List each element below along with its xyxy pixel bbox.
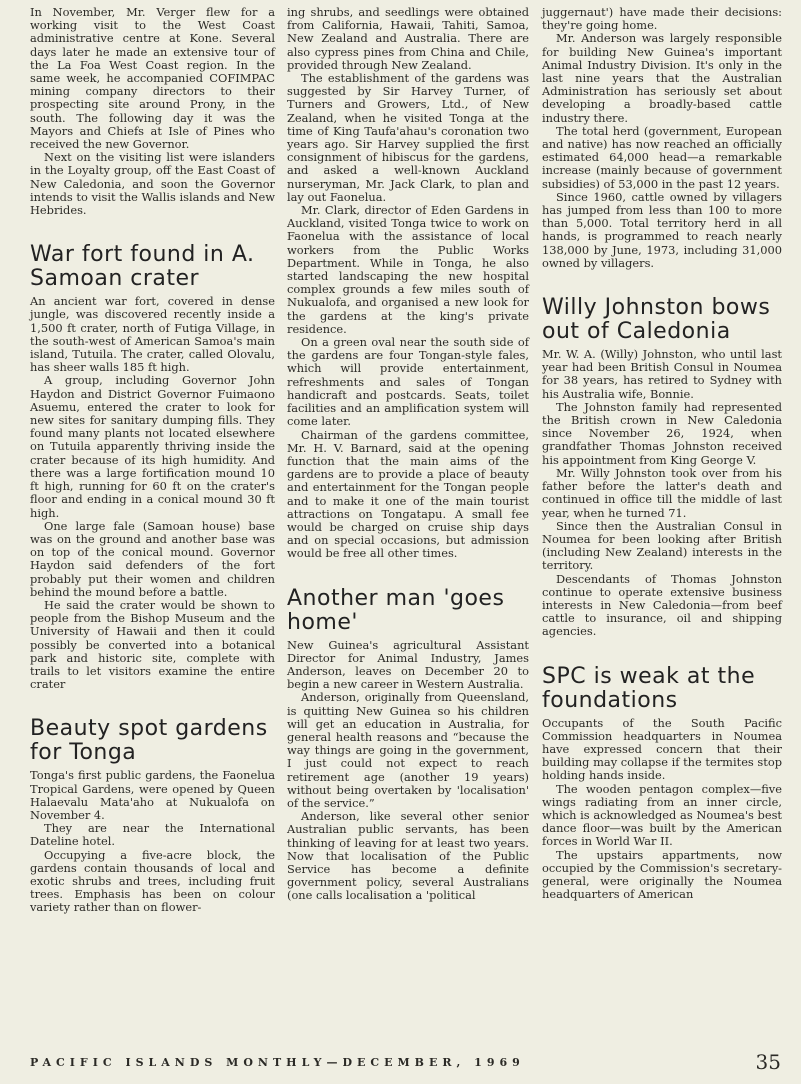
article-paragraph: ing shrubs, and seedlings were obtained from California, Hawaii, Tahiti, Samoa, New Zealand and Australia. There are also cypress pines from China and Chile, provided through New Zealand. [287,5,529,72]
article-paragraph: Mr. W. A. (Willy) Johnston, who until last year had been British Consul in Noumea for 38 years, has retired to Sydney with his Australia wife, Bonnie. [542,347,782,401]
article-paragraph: Since then the Australian Consul in Noumea for been looking after British (including New Zealand) interests in the territory. [542,518,782,573]
article-headline: Willy Johnston bows out of Caledonia [542,295,771,345]
article-paragraph: The upstairs appartments, now occupied by the Commission's secretary-general, were originally the Noumea headquarters of American [542,847,782,902]
intro-paragraph: In November, Mr. Verger flew for a working visit to the West Coast administrative centre at Kone. Several days later he made an extensive tour of the La Foa West Coast region. In the same week, he accompanied COFIMPAC mining company directors to their prospecting site around Prony, in the south. The following day it was the Mayors and Chiefs at Isle of Pines who received the new Governor. [30,5,275,152]
article-paragraph: Tonga's first public gardens, the Faonelua Tropical Gardens, were opened by Queen Halaevalu Mata'aho at Nukualofa on November 4. [30,768,275,822]
article-paragraph: A group, including Governor John Haydon and District Governor Fuimaono Asuemu, entered the crater to look for new sites for sanitary dumping fills. They found many plants not located elsewhere on Tutuila apparently thriving inside the crater because of its high humidity. And there was a large fortification mound 10 ft high, running for 60 ft on the crater's floor and ending in a conical mound 30 ft high. [30,373,275,520]
article-paragraph: New Guinea's agricultural Assistant Director for Animal Industry, James Anderson, leaves on December 20 to begin a new career in Western Australia. [287,637,529,692]
article-paragraph: juggernaut') have made their decisions: they're going home. [542,5,782,33]
article-paragraph: Mr. Anderson was largely responsible for building New Guinea's important Animal Industry Division. It's only in the last nine years that the Australian Administration has seriously set about developing a broadly-based cattle industry there. [542,31,782,125]
article-headline: War fort found in A. Samoan crater [30,242,255,292]
article-paragraph: Mr. Willy Johnston took over from his father before the latter's death and continued in office till the middle of last year, when he turned 71. [542,465,782,520]
article-headline: Beauty spot gardens for Tonga [30,716,268,766]
article-paragraph: Occupants of the South Pacific Commission headquarters in Noumea have expressed concern that their building may collapse if the termites stop holding hands inside. [542,715,782,783]
article-paragraph: Since 1960, cattle owned by villagers has jumped from less than 100 to more than 5,000. Total territory herd in all hands, is programmed to reach nearly 138,000 by June, 1973, including 31,000 owned by villagers. [542,189,782,270]
article-paragraph: Anderson, originally from Queensland, is quitting New Guinea so his children will get an education in Australia, for general health reasons and “because the way things are going in the government, I just could not expect to reach retirement age (another 19 years) without being overtaken by 'localisation' of the service.” [287,690,529,810]
running-footer: PACIFIC ISLANDS MONTHLY—DECEMBER, 1969 [30,1056,525,1069]
column-3 [542,6,782,901]
page-number: 35 [755,1050,781,1074]
column-2 [287,6,529,903]
article-paragraph: On a green oval near the south side of the gardens are four Tongan-style fales, which will provide entertainment, refreshments and sales of Tongan handicraft and postcards. Seats, toilet facilities and an amplification system will come later. [287,335,529,429]
article-paragraph: The establishment of the gardens was suggested by Sir Harvey Turner, of Turners and Growers, Ltd., of New Zealand, when he visited Tonga at the time of King Taufa'ahau's coronation two years ago. Sir Harvey supplied the first consignment of hibiscus for the gardens, and asked a well-known Auckland nurseryman, Mr. Jack Clark, to plan and lay out Faonelua. [287,71,529,204]
article-paragraph: They are near the International Dateline hotel. [30,821,275,849]
article-paragraph: Descendants of Thomas Johnston continue to operate extensive business interests in New Caledonia—from beef cattle to insurance, oil and shipping agencies. [542,571,782,639]
article-paragraph: The total herd (government, European and native) has now reached an officially estimated 64,000 head—a remarkable increase (mainly because of government subsidies) of 53,000 in the past 12 years. [542,123,782,191]
article-paragraph: An ancient war fort, covered in dense jungle, was discovered recently inside a 1,500 ft crater, north of Futiga Village, in the south-west of American Samoa's main island, Tutuila. The crater, called Olovalu, has sheer walls 185 ft high. [30,294,275,375]
article-paragraph: Anderson, like several other senior Australian public servants, has been thinking of leaving for at least two years. Now that localisation of the Public Service has become a definite government policy, several Australians (one calls localisation a 'political [287,809,529,903]
page-footer [30,1050,781,1074]
column-1 [30,6,275,915]
article-paragraph: The Johnston family had represented the British crown in New Caledonia since November 26, 1924, when grandfather Thomas Johnston received his appointment from King George V. [542,399,782,467]
article-paragraph: He said the crater would be shown to people from the Bishop Museum and the University of Hawaii and then it could possibly be converted into a botanical park and historic site, complete with trails to let visitors examine the entire crater [30,597,275,692]
article-paragraph: Chairman of the gardens committee, Mr. H. V. Barnard, said at the opening function that the main aims of the gardens are to provide a place of beauty and entertainment for the Tongan people and to make it one of the main tourist attractions on Tongatapu. A small fee would be charged on cruise ship days and on special occasions, but admission would be free all other times. [287,427,529,561]
article-paragraph: The wooden pentagon complex—five wings radiating from an inner circle, which is acknowledged as Noumea's best dance floor—was built by the American forces in World War II. [542,781,782,849]
intro-paragraph: Next on the visiting list were islanders in the Loyalty group, off the East Coast of New Caledonia, and soon the Governor intends to visit the Wallis islands and New Hebrides. [30,150,275,218]
article-paragraph: Mr. Clark, director of Eden Gardens in Auckland, visited Tonga twice to work on Faonelua with the assistance of local workers from the Public Works Department. While in Tonga, he also started landscaping the new hospital complex grounds a few miles south of Nukualofa, and organised a new look for the gardens at the king's private residence. [287,203,529,336]
article-headline: SPC is weak at the foundations [542,663,756,713]
article-paragraph: Occupying a five-acre block, the gardens contain thousands of local and exotic shrubs and trees, including fruit trees. Emphasis has been on colour variety rather than on flower- [30,847,275,915]
article-headline: Another man 'goes home' [287,585,505,635]
article-paragraph: One large fale (Samoan house) base was on the ground and another base was on top of the conical mound. Governor Haydon said defenders of the fort probably put their women and children behind the mound before a battle. [30,518,275,599]
